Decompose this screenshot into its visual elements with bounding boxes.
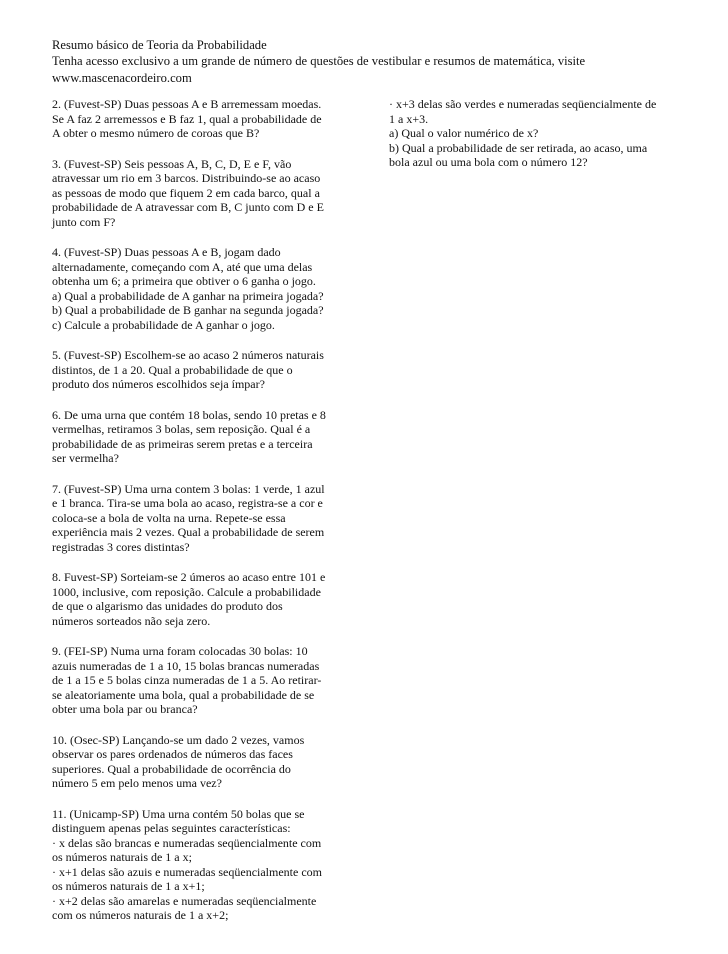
question-text-line: A obter o mesmo número de coroas que B? — [52, 126, 260, 140]
question-text-line: coloca-se a bola de volta na urna. Repete-se essa — [52, 510, 286, 525]
question-block — [52, 97, 352, 141]
question-text-line: · x delas são brancas e numeradas seqüencialmente com — [52, 835, 322, 850]
question-text-line: probabilidade de as primeiras serem pretas e a terceira — [52, 436, 313, 451]
question-text-line: os números naturais de 1 a x; — [52, 850, 192, 864]
question-text-line: 4. (Fuvest-SP) Duas pessoas A e B, jogam dado — [52, 245, 281, 259]
question-block — [52, 408, 352, 466]
question-text-line: junto com F? — [52, 214, 116, 229]
question-text-line: · x+2 delas são amarelas e numeradas seqüencialmente — [52, 893, 317, 908]
question-text-line: com os números naturais de 1 a x+2; — [52, 908, 229, 922]
question-text-line: de que o algarismo das unidades do produto dos — [52, 599, 283, 613]
question-text-line: · x+3 delas são verdes e numeradas seqüencialmente de — [389, 97, 657, 111]
question-text-line: Se A faz 2 arremessos e B faz 1, qual a probabilidade de — [52, 111, 322, 126]
question-text-line: 5. (Fuvest-SP) Escolhem-se ao acaso 2 números naturais — [52, 348, 324, 362]
question-text-line: atravessar um rio em 3 barcos. Distribuindo-se ao acaso — [52, 171, 321, 185]
question-block — [52, 807, 352, 923]
right-column — [389, 97, 689, 170]
question-block — [52, 733, 352, 791]
question-text-line: 3. (Fuvest-SP) Seis pessoas A, B, C, D, E e F, vão — [52, 156, 292, 171]
question-text-line: azuis numeradas de 1 a 10, 15 bolas brancas numeradas — [52, 658, 320, 673]
website-url: www.mascenacordeiro.com — [52, 70, 192, 85]
question-text-line: 6. De uma urna que contém 18 bolas, sendo 10 pretas e 8 — [52, 407, 326, 422]
question-text-line: os números naturais de 1 a x+1; — [52, 879, 205, 893]
question-block — [52, 482, 352, 555]
question-text-line: a) Qual o valor numérico de x? — [389, 126, 539, 140]
question-text-line: produto dos números escolhidos seja ímpar? — [52, 377, 265, 391]
question-text-line: 9. (FEI-SP) Numa urna foram colocadas 30 bolas: 10 — [52, 644, 308, 658]
question-text-line: de 1 a 15 e 5 bolas cinza numeradas de 1 a 5. Ao retirar- — [52, 673, 322, 687]
question-text-line: probabilidade de A atravessar com B, C junto com D e E — [52, 200, 324, 214]
question-text-line: número 5 em pelo menos uma vez? — [52, 776, 222, 790]
question-text-line: b) Qual a probabilidade de B ganhar na segunda jogada? — [52, 303, 324, 317]
question-text-line: b) Qual a probabilidade de ser retirada, ao acaso, uma — [389, 140, 648, 155]
question-text-line: 2. (Fuvest-SP) Duas pessoas A e B arremessam moedas. — [52, 97, 322, 111]
question-text-line: superiores. Qual a probabilidade de ocorrência do — [52, 761, 291, 776]
question-text-line: ser vermelha? — [52, 451, 119, 465]
question-text-line: alternadamente, começando com A, até que uma delas — [52, 259, 313, 274]
question-text-line: · x+1 delas são azuis e numeradas seqüencialmente com — [52, 864, 322, 879]
question-text-line: 1000, inclusive, com reposição. Calcule a probabilidade — [52, 584, 321, 599]
question-text-line: experiência mais 2 vezes. Qual a probabilidade de serem — [52, 525, 325, 539]
question-block — [52, 570, 352, 628]
question-text-line: observar os pares ordenados de números das faces — [52, 747, 293, 761]
question-text-line: registradas 3 cores distintas? — [52, 539, 190, 554]
question-text-line: distintos, de 1 a 20. Qual a probabilidade de que o — [52, 362, 293, 377]
question-text-line: 8. Fuvest-SP) Sorteiam-se 2 úmeros ao acaso entre 101 e — [52, 570, 326, 584]
question-text-line: 10. (Osec-SP) Lançando-se um dado 2 vezes, vamos — [52, 732, 305, 747]
question-text-line: as pessoas de modo que fiquem 2 em cada barco, qual a — [52, 185, 320, 200]
question-text-line: vermelhas, retiramos 3 bolas, sem reposição. Qual é a — [52, 422, 311, 436]
question-text-line: c) Calcule a probabilidade de A ganhar o jogo. — [52, 317, 275, 332]
question-text-line: obter uma bola par ou branca? — [52, 702, 198, 716]
question-text-line: a) Qual a probabilidade de A ganhar na primeira jogada? — [52, 288, 324, 303]
document-header — [52, 37, 692, 86]
question-block — [52, 348, 352, 392]
question-text-line: 7. (Fuvest-SP) Uma urna contem 3 bolas: 1 verde, 1 azul — [52, 481, 325, 496]
question-text-line: 1 a x+3. — [389, 111, 429, 126]
question-text-line: distinguem apenas pelas seguintes características: — [52, 821, 291, 835]
question-text-line: bola azul ou uma bola com o número 12? — [389, 155, 588, 169]
question-text-line: números sorteados não seja zero. — [52, 613, 211, 628]
question-text-line: se aleatoriamente uma bola, qual a probabilidade de se — [52, 687, 315, 702]
question-text-line: e 1 branca. Tira-se uma bola ao acaso, registra-se a cor e — [52, 496, 323, 510]
access-notice: Tenha acesso exclusivo a um grande de número de questões de vestibular e resumos de matemática, visite — [52, 54, 586, 69]
document-title: Resumo básico de Teoria da Probabilidade — [52, 38, 267, 52]
question-text-line: 11. (Unicamp-SP) Uma urna contém 50 bolas que se — [52, 806, 305, 821]
question-block — [52, 245, 352, 332]
left-column — [52, 97, 352, 939]
question-block — [52, 157, 352, 230]
question-block — [52, 644, 352, 717]
question-text-line: obtenha um 6; a primeira que obtiver o 6 ganha o jogo. — [52, 274, 316, 288]
